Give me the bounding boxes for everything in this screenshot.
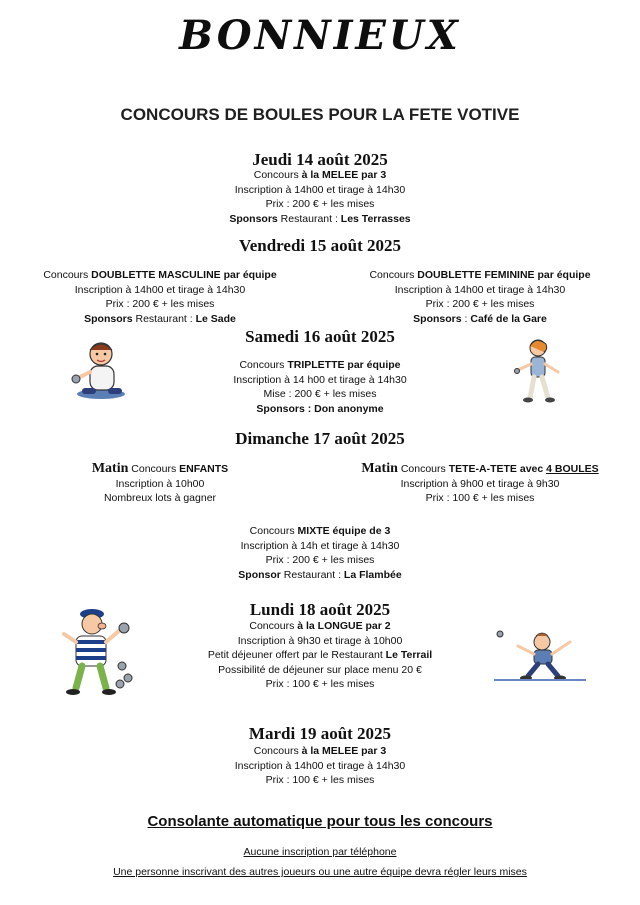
- sponsor-text: Restaurant :: [277, 212, 341, 225]
- contest-prefix: Concours: [253, 169, 302, 181]
- crouching-player-icon: [68, 336, 138, 402]
- day-heading-tuesday: Mardi 19 août 2025: [248, 724, 392, 743]
- contest-type-underlined: 4 BOULES: [546, 463, 599, 475]
- contest-type: à la MELEE par 3: [301, 745, 387, 757]
- inscription-text: Inscription à 14h00 et tirage à 14h30: [394, 283, 566, 296]
- prize-text: Prix : 200 € + les mises: [105, 298, 215, 311]
- contest-type: ENFANTS: [179, 463, 229, 475]
- prize-text: Prix : 200 € + les mises: [425, 298, 535, 311]
- contest-prefix: Concours: [43, 269, 92, 281]
- contest-prefix: Concours: [239, 359, 288, 371]
- note-text: Nombreux lots à gagner: [103, 492, 217, 505]
- matin-label: Matin: [91, 461, 129, 476]
- inscription-text: Inscription à 14h00 et tirage à 14h30: [74, 283, 246, 296]
- contest-type: TETE-A-TETE avec: [448, 463, 547, 475]
- day-heading-saturday: Samedi 16 août 2025: [245, 327, 395, 346]
- day-heading-sunday: Dimanche 17 août 2025: [235, 429, 405, 448]
- inscription-text: Inscription à 14h00 et tirage à 14h30: [234, 183, 406, 196]
- friday-left-details: [30, 268, 290, 326]
- lunch-text: Petit déjeuner offert par le Restaurant: [207, 649, 386, 662]
- consolante-heading: Consolante automatique pour tous les concours: [147, 813, 493, 830]
- sponsor-text: Restaurant :: [280, 568, 344, 581]
- phone-note: Aucune inscription par téléphone: [243, 846, 397, 858]
- sponsor-name: La Flambée: [343, 568, 402, 581]
- matin-label: Matin: [361, 461, 398, 476]
- inscription-text: Inscription à 14h et tirage à 14h30: [240, 539, 400, 552]
- friday-right-details: [350, 268, 610, 326]
- prize-text: Prix : 100 € + les mises: [265, 678, 375, 691]
- sponsor-text: :: [461, 312, 471, 325]
- prize-text: Mise : 200 € + les mises: [263, 388, 377, 401]
- contest-type: DOUBLETTE MASCULINE par équipe: [91, 269, 277, 281]
- woman-player-icon: [514, 336, 564, 406]
- sponsor-name: Café de la Gare: [470, 312, 547, 325]
- inscription-text: Inscription à 14h00 et tirage à 14h30: [234, 759, 406, 772]
- contest-prefix: Concours: [249, 620, 298, 632]
- throwing-player-icon: [492, 628, 588, 684]
- prize-text: Prix : 200 € + les mises: [265, 198, 375, 211]
- contest-type: DOUBLETTE FEMININE par équipe: [417, 269, 591, 281]
- day-heading-monday: Lundi 18 août 2025: [249, 600, 391, 619]
- sponsor-name: Le Sade: [195, 312, 236, 325]
- contest-prefix: Concours: [397, 463, 449, 475]
- prize-text: Prix : 100 € + les mises: [425, 492, 535, 505]
- sponsor-text: Restaurant :: [132, 312, 196, 325]
- contest-type: TRIPLETTE par équipe: [287, 359, 401, 371]
- contest-prefix: Concours: [249, 525, 298, 537]
- payment-note: Une personne inscrivant des autres joueurs ou une autre équipe devra régler leurs mises: [113, 866, 527, 878]
- contest-prefix: Concours: [369, 269, 418, 281]
- contest-prefix: Concours: [253, 745, 302, 757]
- tuesday-details: [0, 744, 640, 788]
- contest-prefix: Concours: [128, 463, 180, 475]
- sponsor-label: Sponsors: [84, 312, 133, 325]
- striped-player-icon: [58, 604, 136, 700]
- inscription-text: Inscription à 14 h00 et tirage à 14h30: [233, 373, 407, 386]
- prize-text: Prix : 100 € + les mises: [265, 774, 375, 787]
- day-heading-friday: Vendredi 15 août 2025: [239, 236, 401, 255]
- sunday-left-details: [60, 462, 260, 506]
- sunday-mixte-details: [0, 524, 640, 582]
- sponsor-label: Sponsors: [413, 312, 462, 325]
- menu-text: Possibilité de déjeuner sur place menu 20 €: [218, 663, 422, 676]
- restaurant-name: Le Terrail: [385, 649, 433, 662]
- inscription-text: Inscription à 9h00 et tirage à 9h30: [400, 477, 560, 490]
- sponsor-label: Sponsor: [238, 568, 281, 581]
- sunday-right-details: [350, 462, 610, 506]
- sponsor-label: Sponsors : Don anonyme: [256, 402, 384, 415]
- sponsor-label: Sponsors: [229, 212, 278, 225]
- page-title: BONNIEUX: [179, 12, 461, 59]
- inscription-text: Inscription à 9h30 et tirage à 10h00: [237, 634, 403, 647]
- sponsor-name: Les Terrasses: [340, 212, 411, 225]
- contest-type: à la MELEE par 3: [301, 169, 387, 181]
- inscription-text: Inscription à 10h00: [115, 477, 205, 490]
- page-subtitle: CONCOURS DE BOULES POUR LA FETE VOTIVE: [120, 105, 520, 124]
- prize-text: Prix : 200 € + les mises: [265, 554, 375, 567]
- thursday-details: [0, 168, 640, 226]
- day-heading-thursday: Jeudi 14 août 2025: [252, 150, 388, 169]
- contest-type: MIXTE équipe de 3: [297, 525, 391, 537]
- contest-type: à la LONGUE par 2: [297, 620, 391, 632]
